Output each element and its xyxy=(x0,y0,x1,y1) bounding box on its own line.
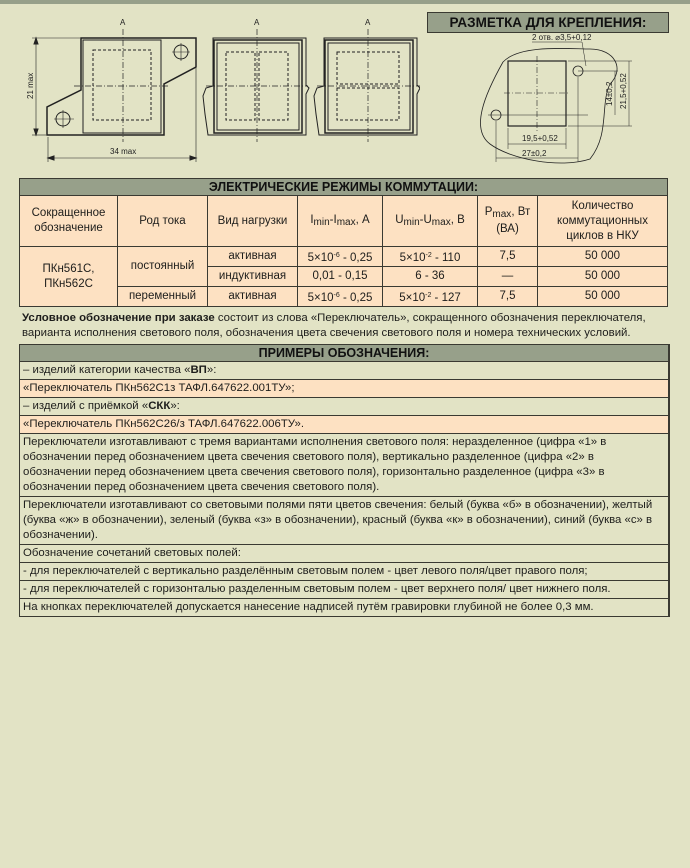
svg-text:34 max: 34 max xyxy=(110,147,137,156)
section-label-3: А xyxy=(365,18,371,27)
svg-text:19,5+0,52: 19,5+0,52 xyxy=(522,134,558,143)
voltage-cell: 6 - 36 xyxy=(383,267,478,287)
section-label-2: А xyxy=(254,18,260,27)
combo-vertical: - для переключателей с вертикально разделённым световым полем - цвет левого поля/цвет правого поля; xyxy=(20,563,668,581)
col-designation: Сокращенное обозначение xyxy=(20,196,118,247)
voltage-cell: $5\times 10^{-2} - 110$ xyxy=(383,247,478,267)
switch-drawings xyxy=(0,4,420,164)
example-vp-label: – изделий категории качества «ВП»: xyxy=(20,362,668,380)
designation-examples xyxy=(19,344,670,617)
col-load-type: Вид нагрузки xyxy=(208,196,298,247)
drawing-svg xyxy=(0,4,420,164)
example-skk: «Переключатель ПКн562С26/з ТАФЛ.647622.006ТУ». xyxy=(20,416,668,434)
power-cell: 7,5 xyxy=(478,247,538,267)
col-current-type: Род тока xyxy=(118,196,208,247)
combo-title: Обозначение сочетаний световых полей: xyxy=(20,545,668,563)
designation-cell: ПКн561С, ПКн562С xyxy=(20,247,118,307)
voltage-cell: $5\times 10^{-2} - 127$ xyxy=(383,287,478,307)
electrical-modes-table xyxy=(19,178,668,307)
example-vp: «Переключатель ПКн562С1з ТАФЛ.647622.001ТУ»; xyxy=(20,380,668,398)
field-variants-text: Переключатели изготавливают с тремя вариантами исполнения светового поля: неразделенное (цифра «1» в обозначении перед обозначением цвета свечения светового поля), вертикально разделенное (цифра «2» в обозначении перед обозначением цвета свечения светового поля), горизонтально разделенное (цифра «3» в обозначении перед обозначением цвета свечения светового поля). xyxy=(20,434,668,497)
load-cell: индуктивная xyxy=(208,267,298,287)
col-cycles: Количество коммутационных циклов в НКУ xyxy=(538,196,668,247)
examples-title: ПРИМЕРЫ ОБОЗНАЧЕНИЯ: xyxy=(20,345,668,362)
order-note-bold: Условное обозначение при заказе xyxy=(22,312,215,324)
load-cell: активная xyxy=(208,247,298,267)
mounting-title: РАЗМЕТКА ДЛЯ КРЕПЛЕНИЯ: xyxy=(427,12,669,33)
current-type-cell: переменный xyxy=(118,287,208,307)
mounting-drawing xyxy=(470,34,670,169)
order-note-text: состоит из слова «Переключатель», сокращенного обозначения переключателя, варианта исполнения светового поля, обозначения цвета свечения светового поля и номера технических условий. xyxy=(22,312,646,339)
section-label-1: А xyxy=(120,18,126,27)
order-designation-note xyxy=(22,311,670,341)
current-type-cell: постоянный xyxy=(118,247,208,287)
svg-text:27±0,2: 27±0,2 xyxy=(522,149,547,158)
engraving-note: На кнопках переключателей допускается нанесение надписей путём гравировки глубиной не более 0,3 мм. xyxy=(20,599,668,616)
table-row xyxy=(20,247,668,267)
table-title: ЭЛЕКТРИЧЕСКИЕ РЕЖИМЫ КОММУТАЦИИ: xyxy=(20,179,668,196)
table-header-row xyxy=(20,196,668,247)
field-colors-text: Переключатели изготавливают со световыми полями пяти цветов свечения: белый (буква «б» в обозначении), желтый (буква «ж» в обозначении), зеленый (буква «з» в обозначении), красный (буква «к» в обозначении), синий (буква «с» в обозначении). xyxy=(20,497,668,545)
cycles-cell: 50 000 xyxy=(538,287,668,307)
svg-text:14±0,2: 14±0,2 xyxy=(605,81,614,106)
col-power: $P_{max}$, Вт (ВА) xyxy=(478,196,538,247)
power-cell: — xyxy=(478,267,538,287)
svg-text:21 max: 21 max xyxy=(26,72,35,99)
current-cell: $5\times 10^{-6} - 0,25$ xyxy=(298,287,383,307)
power-cell: 7,5 xyxy=(478,287,538,307)
example-skk-label: – изделий с приёмкой «СКК»: xyxy=(20,398,668,416)
col-current-range: $I_{min}-I_{max}$, А xyxy=(298,196,383,247)
current-cell: 0,01 - 0,15 xyxy=(298,267,383,287)
svg-text:21,5+0,52: 21,5+0,52 xyxy=(619,73,628,109)
current-cell: $5\times 10^{-6} - 0,25$ xyxy=(298,247,383,267)
cycles-cell: 50 000 xyxy=(538,267,668,287)
cycles-cell: 50 000 xyxy=(538,247,668,267)
svg-text:2 отв. ⌀3,5+0,12: 2 отв. ⌀3,5+0,12 xyxy=(532,34,592,42)
col-voltage-range: $U_{min}-U_{max}$, В xyxy=(383,196,478,247)
load-cell: активная xyxy=(208,287,298,307)
combo-horizontal: - для переключателей с горизонталью разделенным световым полем - цвет верхнего поля/ цвет нижнего поля. xyxy=(20,581,668,599)
table-row xyxy=(20,287,668,307)
